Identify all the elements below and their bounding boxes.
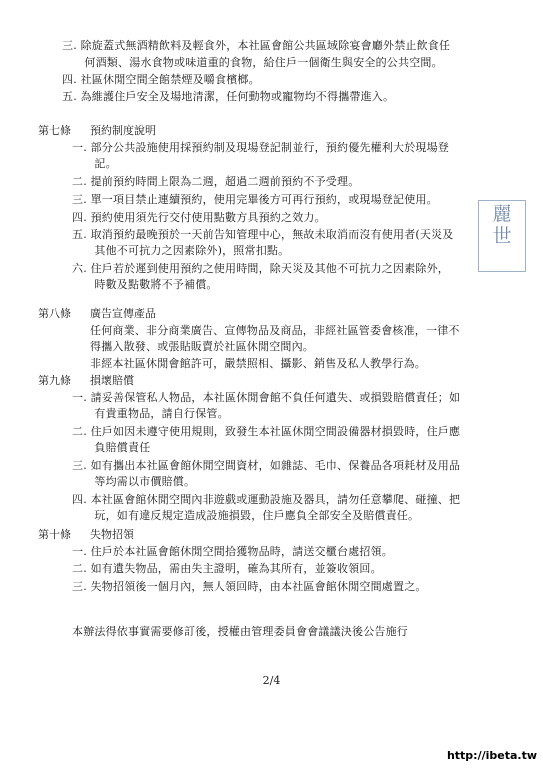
- site-watermark: http://ibeta.tw: [446, 749, 537, 762]
- article7-line: 六. 住戶若於遲到使用預約之使用時間，除天災及其他不可抗力之因素除外，: [72, 262, 449, 275]
- top-item-line: 三. 除旋蓋式無酒精飲料及輕食外，本社區會館公共區域除宴會廳外禁止飲食任: [62, 39, 451, 52]
- article10-number: 第十條: [38, 528, 71, 541]
- article8-line: 任何商業、非分商業廣告、宣傳物品及商品，非經社區管委會核准，一律不: [90, 324, 460, 337]
- article7-line: 記。: [72, 157, 117, 170]
- closing-statement: 本辦法得依事實需要修訂後，授權由管理委員會會議議決後公告施行: [72, 625, 408, 638]
- article7-line: 其他不可抗力之因素除外)，照常扣點。: [72, 244, 290, 257]
- article10-line: 一. 住戶於本社區會館休閒空間拾獲物品時，請送交櫃台處招領。: [72, 545, 393, 558]
- article9-number: 第九條: [38, 374, 71, 387]
- article8-line: 非經本社區休閒會館許可，嚴禁照相、攝影、銷售及私人教學行為。: [90, 357, 426, 370]
- article9-line: 四. 本社區會館休閒空間內非遊戲或運動設施及器具，請勿任意攀爬、碰撞、把: [72, 493, 461, 506]
- article9-line: 等均需以市價賠償。: [72, 475, 196, 488]
- top-item-line: 何酒類、湯水食物或味道重的食物，給住戶一個衛生與安全的公共空間。: [62, 56, 443, 69]
- seal-stamp: [478, 200, 526, 272]
- article7-line: 一. 部分公共設施使用採預約制及現場登記制並行，預約優先權利大於現場登: [72, 141, 449, 154]
- article7-number: 第七條: [38, 124, 71, 137]
- article8-line: 得攜入散發、或張貼販賣於社區休閒空間內。: [90, 340, 314, 353]
- article9-line: 三. 如有攜出本社區會館休閒空間資材，如雜誌、毛巾、保養品各項耗材及用品: [72, 459, 461, 472]
- article9-line: 一. 請妥善保管私人物品，本社區休閒會館不負任何遺失、或損毀賠償責任；如: [72, 391, 461, 404]
- article9-line: 有貴重物品，請自行保管。: [72, 407, 229, 420]
- seal-stamp-text: 麗 世: [492, 203, 512, 247]
- article9-line: 玩，如有違反規定造成設施損毀，住戶應負全部安全及賠償責任。: [72, 509, 420, 522]
- article7-title: 預約制度說明: [90, 124, 156, 137]
- article10-title: 失物招領: [90, 528, 134, 541]
- page-number: 2/4: [262, 674, 281, 687]
- article9-title: 損壞賠償: [90, 374, 134, 387]
- article7-line: 三. 單一項目禁止連續預約，使用完畢後方可再行預約，或現場登記使用。: [72, 193, 438, 206]
- article9-line: 二. 住戶如因未遵守使用規則，致發生本社區休閒空間設備器材損毀時，住戶應: [72, 425, 461, 438]
- top-item-line: 五. 為維護住戶安全及場地清潔，任何動物或寵物均不得攜帶進入。: [62, 90, 395, 103]
- article9-line: 負賠償責任: [72, 441, 151, 454]
- article8-number: 第八條: [38, 307, 71, 320]
- article10-line: 二. 如有遺失物品，需由失主證明，確為其所有，並簽收領回。: [72, 562, 382, 575]
- article7-line: 五. 取消預約最晚預於一天前告知管理中心，無故未取消而沒有使用者(天災及: [72, 228, 454, 241]
- article10-line: 三. 失物招領後一個月內，無人領回時，由本社區會館休閒空間處置之。: [72, 580, 427, 593]
- article7-line: 二. 提前預約時間上限為二週，超過二週前預約不予受理。: [72, 175, 360, 188]
- top-item-line: 四. 社區休閒空間全館禁煙及嚼食檳榔。: [62, 73, 260, 86]
- article7-line: 時數及點數將不予補償。: [72, 278, 218, 291]
- article7-line: 四. 預約使用須先行交付使用點數方具預約之效力。: [72, 211, 326, 224]
- article8-title: 廣告宣傳產品: [90, 307, 156, 320]
